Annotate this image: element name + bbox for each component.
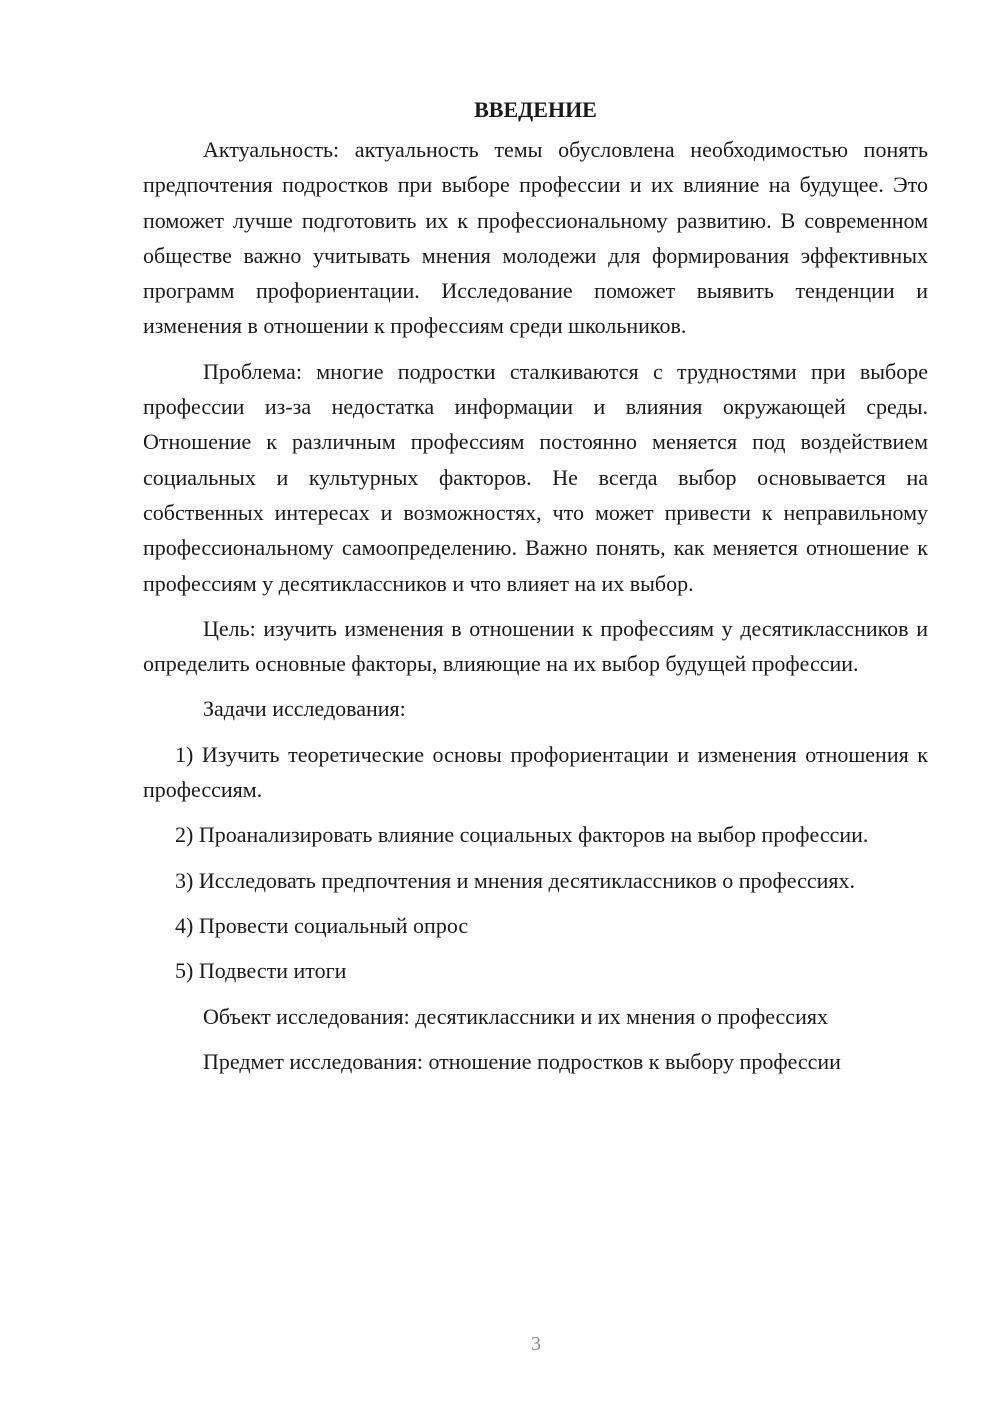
task-item-1: 1) Изучить теоретические основы профориентации и изменения отношения к профессиям. [143,741,928,803]
task-item-3: 3) Исследовать предпочтения и мнения десятиклассников о профессиях. [175,867,855,893]
page-title: ВВЕДЕНИЕ [474,97,597,122]
research-subject: Предмет исследования: отношение подростков к выбору профессии [203,1048,841,1074]
page-number: 3 [531,1333,541,1355]
task-item-5: 5) Подвести итоги [175,958,347,984]
document-page [143,92,928,1089]
tasks-heading: Задачи исследования: [203,696,406,722]
goal-paragraph: Цель: изучить изменения в отношении к профессиям у десятиклассников и определить основные факторы, влияющие на их выбор будущей профессии. [143,615,928,677]
relevance-paragraph: Актуальность: актуальность темы обусловлена необходимостью понять предпочтения подростков при выборе профессии и их влияние на будущее. Это поможет лучше подготовить их к профессиональному развитию. В современном обществе важно учитывать мнения молодежи для формирования эффективных программ профориентации. Исследование поможет выявить тенденции и изменения в отношении к профессиям среди школьников. [143,137,928,339]
problem-paragraph: Проблема: многие подростки сталкиваются с трудностями при выборе профессии из-за недостатка информации и влияния окружающей среды. Отношение к различным профессиям постоянно меняется под воздействием социальных и культурных факторов. Не всегда выбор основывается на собственных интересах и возможностях, что может привести к неправильному профессиональному самоопределению. Важно понять, как меняется отношение к профессиям у десятиклассников и что влияет на их выбор. [143,358,928,596]
task-item-2: 2) Проанализировать влияние социальных факторов на выбор профессии. [175,822,869,848]
task-item-4: 4) Провести социальный опрос [175,912,469,938]
research-object: Объект исследования: десятиклассники и их мнения о профессиях [203,1003,828,1029]
